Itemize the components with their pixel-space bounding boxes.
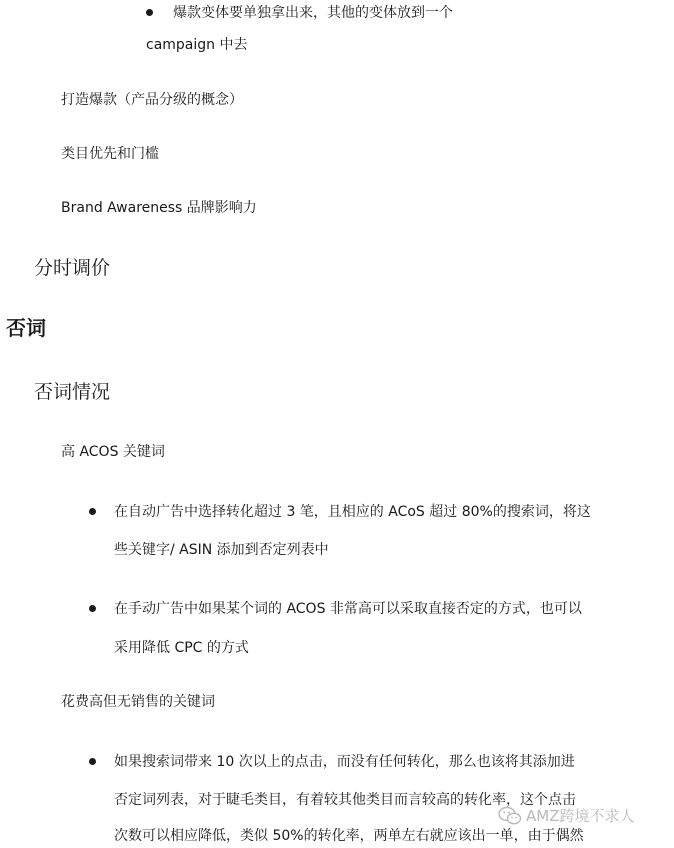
bullet-dot	[89, 605, 96, 612]
wechat-icon	[498, 806, 522, 826]
watermark	[498, 806, 634, 826]
heading-negative-situation: 否词情况	[34, 381, 111, 403]
heading-timed-pricing: 分时调价	[34, 257, 111, 279]
bullet-dot	[89, 508, 96, 515]
item-build-bestseller: 打造爆款（产品分级的概念）	[61, 92, 243, 108]
item-brand-awareness: Brand Awareness 品牌影响力	[61, 200, 257, 216]
bullet-manual-line1: 在手动广告中如果某个词的 ACOS 非常高可以采取直接否定的方式，也可以	[114, 601, 582, 617]
bullet-dot	[89, 758, 96, 765]
bullet-auto-line2: 些关键字/ ASIN 添加到否定列表中	[114, 542, 329, 558]
bullet-clicks-line1: 如果搜索词带来 10 次以上的点击，而没有任何转化，那么也该将其添加进	[114, 754, 575, 770]
item-high-spend-no-sales: 花费高但无销售的关键词	[61, 694, 215, 710]
watermark-text: AMZ跨境不求人	[526, 807, 635, 825]
bullet-dot	[146, 9, 153, 16]
bullet-manual-line2: 采用降低 CPC 的方式	[114, 640, 249, 656]
bullet-top-line2: campaign 中去	[146, 37, 248, 53]
bullet-top-line1: 爆款变体要单独拿出来，其他的变体放到一个	[173, 5, 453, 21]
item-category-priority: 类目优先和门槛	[61, 146, 159, 162]
bullet-clicks-line2: 否定词列表，对于睫毛类目，有着较其他类目而言较高的转化率，这个点击	[114, 792, 576, 808]
item-high-acos: 高 ACOS 关键词	[61, 444, 165, 460]
heading-negative-words: 否词	[6, 316, 46, 340]
bullet-auto-line1: 在自动广告中选择转化超过 3 笔，且相应的 ACoS 超过 80%的搜索词，将这	[114, 504, 591, 520]
bullet-clicks-line3: 次数可以相应降低，类似 50%的转化率，两单左右就应该出一单，由于偶然	[114, 828, 584, 844]
